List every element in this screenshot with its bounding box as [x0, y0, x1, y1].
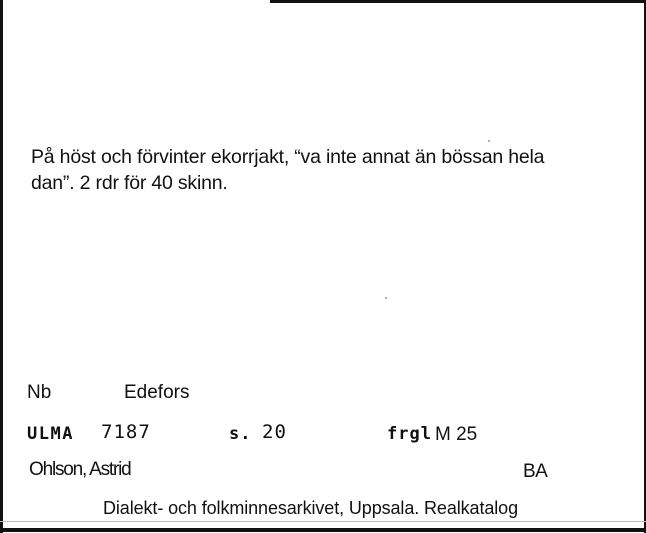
question-number: M 25: [435, 424, 478, 445]
question-label: frgl: [387, 424, 432, 444]
informant-name: Ohlson, Astrid: [29, 459, 131, 480]
card-body-text: [31, 144, 611, 196]
socken-name: Edefors: [124, 382, 190, 403]
collector-initials: BA: [523, 461, 548, 482]
page-number: 20: [262, 421, 287, 443]
archive-number: 7187: [101, 421, 151, 443]
page-label: s.: [229, 424, 252, 444]
card-edge-bottom: [0, 528, 646, 532]
body-line: dan”. 2 rdr för 40 skinn.: [31, 172, 228, 194]
card-edge-bottom-shadow: [0, 521, 646, 522]
body-line: På höst och förvinter ekorrjakt, “va inte annat än bössan hela: [31, 146, 545, 168]
card-edge-left: [0, 0, 3, 533]
card-edge-top: [270, 0, 646, 3]
landskap-code: Nb: [27, 382, 52, 403]
scan-speck: [488, 140, 490, 142]
card-footer: Dialekt- och folkminnesarkivet, Uppsala. Realkatalog: [103, 498, 518, 518]
scan-speck: [385, 297, 387, 299]
archive-label: ULMA: [27, 424, 74, 444]
